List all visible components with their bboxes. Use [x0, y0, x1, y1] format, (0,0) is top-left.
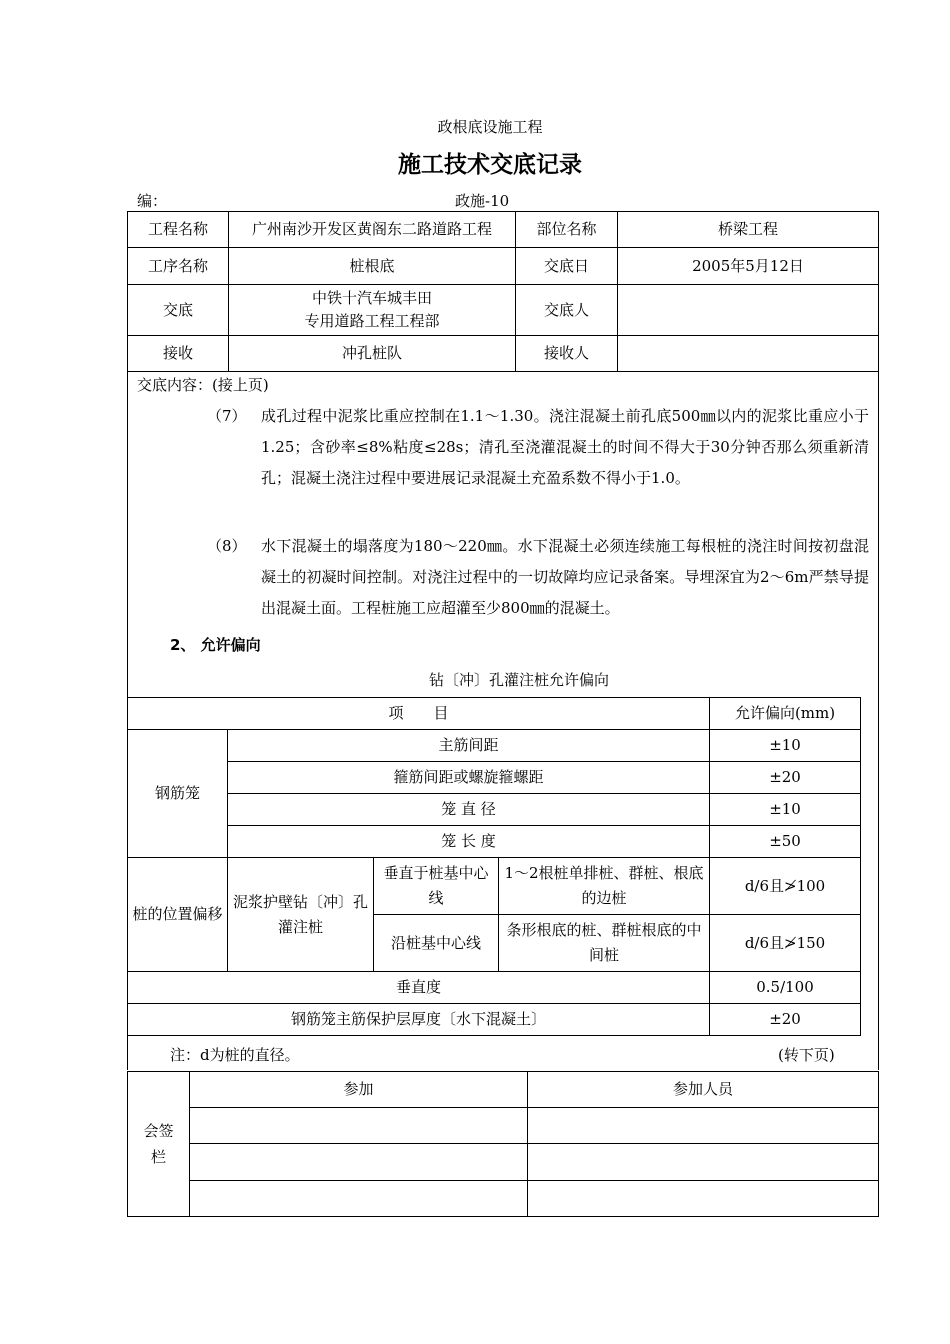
main-spacing-value: ±10 [710, 730, 861, 762]
part-name-label: 部位名称 [516, 212, 618, 248]
along-value: d/6且≯150 [710, 915, 861, 972]
stirrup-value: ±20 [710, 762, 861, 794]
handover-person-value [618, 285, 879, 336]
col-header-item: 项 目 [128, 698, 710, 730]
perpendicular-desc: 1～2根桩单排桩、群桩、根底的边桩 [499, 858, 710, 915]
sign-col-participate: 参加 [190, 1072, 528, 1108]
handover-date-label: 交底日 [516, 248, 618, 285]
note-text: 注：d为桩的直径。 [170, 1046, 300, 1064]
perpendicular-label: 垂直于桩基中心线 [374, 858, 499, 915]
handover-value [229, 285, 516, 336]
method-label: 泥浆护壁钻〔冲〕孔灌注桩 [228, 858, 374, 972]
receive-value: 冲孔桩队 [229, 336, 516, 372]
sign-cell[interactable] [528, 1181, 879, 1217]
sign-table [127, 1071, 879, 1217]
cage-length-label: 笼 长 度 [228, 826, 710, 858]
tolerance-table-title: 钻〔冲〕孔灌注桩允许偏向 [428, 671, 609, 689]
sign-cell[interactable] [528, 1144, 879, 1181]
bian-label: 编： [137, 192, 168, 210]
part-name-value: 桥梁工程 [618, 212, 879, 248]
along-desc: 条形根底的桩、群桩根底的中间桩 [499, 915, 710, 972]
continued-next: (转下页) [778, 1046, 835, 1064]
sign-cell[interactable] [190, 1108, 528, 1144]
form-code: 政施-10 [455, 192, 510, 210]
sign-cell[interactable] [190, 1144, 528, 1181]
item-8-number: （8） [207, 537, 247, 555]
tolerance-table [127, 697, 861, 1036]
sign-cell[interactable] [190, 1181, 528, 1217]
process-name-label: 工序名称 [128, 248, 229, 285]
section-2-heading: 2、 允许偏向 [170, 636, 261, 654]
receiver-label: 接收人 [516, 336, 618, 372]
along-label: 沿桩基中心线 [374, 915, 499, 972]
sign-cell[interactable] [528, 1108, 879, 1144]
col-header-tolerance: 允许偏向(mm) [710, 698, 861, 730]
item-7-number: （7） [207, 407, 247, 425]
handover-date-value: 2005年5月12日 [618, 248, 879, 285]
project-name-label: 工程名称 [128, 212, 229, 248]
main-spacing-label: 主筋间距 [228, 730, 710, 762]
verticality-value: 0.5/100 [710, 972, 861, 1004]
cage-diameter-label: 笼 直 径 [228, 794, 710, 826]
pile-position-label: 桩的位置偏移 [128, 858, 228, 972]
cage-diameter-value: ±10 [710, 794, 861, 826]
cage-label: 钢筋笼 [128, 730, 228, 858]
verticality-label: 垂直度 [128, 972, 710, 1004]
stirrup-label: 箍筋间距或螺旋箍螺距 [228, 762, 710, 794]
sign-col-participants: 参加人员 [528, 1072, 879, 1108]
cover-label: 钢筋笼主筋保护层厚度〔水下混凝土〕 [128, 1004, 710, 1036]
item-7-text: 成孔过程中泥浆比重应控制在1.1～1.30。浇注混凝土前孔底500㎜以内的泥浆比重应小于1.25；含砂率≤8%粘度≤28s；清孔至浇灌混凝土的时间不得大于30分钟否那么须重新清孔；混凝土浇注过程中要进展记录混凝土充盈系数不得小于1.0。 [261, 407, 869, 487]
sign-label: 会签栏 [128, 1072, 190, 1217]
perpendicular-value: d/6且≯100 [710, 858, 861, 915]
item-8-text: 水下混凝土的塌落度为180～220㎜。水下混凝土必须连续施工每根桩的浇注时间按初盘混凝土的初凝时间控制。对浇注过程中的一切故障均应记录备案。导埋深宜为2～6m严禁导提出混凝土面。工程桩施工应超灌至少800㎜的混凝土。 [261, 537, 869, 617]
page-title: 施工技术交底记录 [398, 151, 582, 178]
handover-person-label: 交底人 [516, 285, 618, 336]
cover-value: ±20 [710, 1004, 861, 1036]
handover-label: 交底 [128, 285, 229, 336]
content-intro: 交底内容：(接上页) [137, 376, 269, 394]
handover-value-line2: 专用道路工程工程部 [304, 312, 440, 330]
info-table [127, 211, 879, 372]
process-name-value: 桩根底 [229, 248, 516, 285]
receive-label: 接收 [128, 336, 229, 372]
project-name-value: 广州南沙开发区黄阁东二路道路工程 [229, 212, 516, 248]
org-name: 政根底设施工程 [437, 118, 543, 136]
handover-value-line1: 中铁十汽车城丰田 [311, 289, 432, 307]
receiver-value [618, 336, 879, 372]
cage-length-value: ±50 [710, 826, 861, 858]
